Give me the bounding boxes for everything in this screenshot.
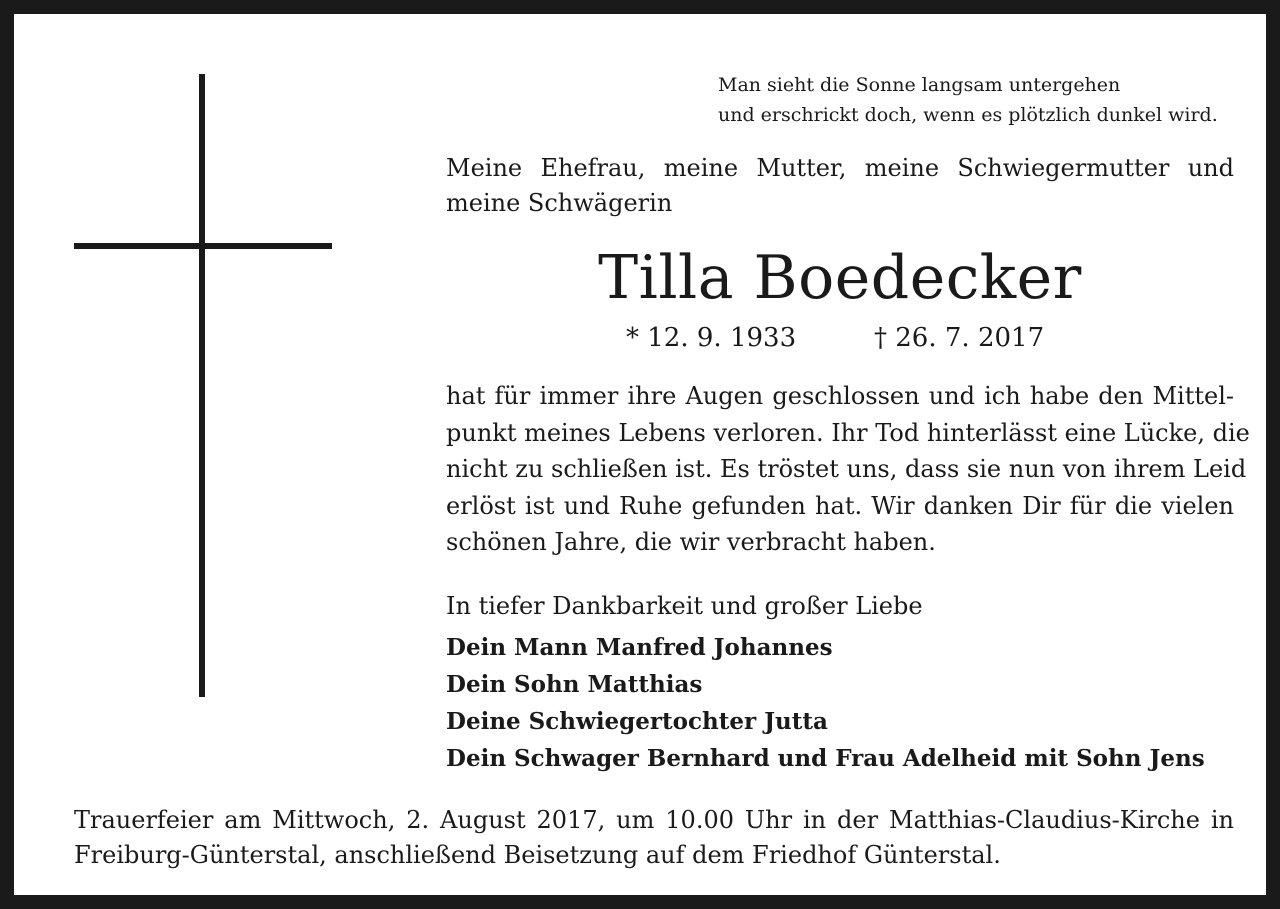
motto-line: Man sieht die Sonne langsam untergehen bbox=[718, 74, 1121, 96]
body-line: schönen Jahre, die wir verbracht haben. bbox=[446, 528, 936, 556]
body-line: hat für immer ihre Augen geschlossen und ich habe den Mittel- bbox=[446, 382, 1234, 410]
motto-quote bbox=[718, 70, 1258, 130]
body-line: erlöst ist und Ruhe gefunden hat. Wir danken Dir für die vielen bbox=[446, 491, 1234, 520]
closing-line: In tiefer Dankbarkeit und großer Liebe bbox=[446, 592, 923, 620]
cross-icon-horizontal-bar bbox=[74, 243, 332, 249]
life-dates bbox=[626, 320, 1186, 356]
death-date: † 26. 7. 2017 bbox=[874, 323, 1045, 353]
cross-icon-vertical-bar bbox=[199, 74, 205, 697]
family-member: Dein Schwager Bernhard und Frau Adelheid mit Sohn Jens bbox=[446, 745, 1205, 772]
body-line: nicht zu schließen ist. Es tröstet uns, dass sie nun von ihrem Leid bbox=[446, 455, 1247, 483]
obituary-body bbox=[446, 378, 1250, 561]
intro-text: Meine Ehefrau, meine Mutter, meine Schwiegermutter und meine Schwägerin bbox=[446, 154, 1234, 217]
service-line: Freiburg-Günterstal, anschließend Beisetzung auf dem Friedhof Günterstal. bbox=[74, 841, 1001, 869]
family-list bbox=[446, 629, 1246, 777]
service-line: Trauerfeier am Mittwoch, 2. August 2017, um 10.00 Uhr in der Matthias-Claudius-Kirche in bbox=[74, 806, 1234, 834]
funeral-service-info bbox=[74, 803, 1234, 873]
body-line: punkt meines Lebens verloren. Ihr Tod hinterlässt eine Lücke, die bbox=[446, 418, 1250, 447]
family-member: Dein Mann Manfred Johannes bbox=[446, 634, 833, 661]
motto-line: und erschrickt doch, wenn es plötzlich dunkel wird. bbox=[718, 104, 1218, 126]
deceased-name: Tilla Boedecker bbox=[598, 243, 1082, 313]
family-member: Deine Schwiegertochter Jutta bbox=[446, 708, 828, 735]
family-member: Dein Sohn Matthias bbox=[446, 671, 703, 698]
birth-date: * 12. 9. 1933 bbox=[626, 323, 797, 353]
